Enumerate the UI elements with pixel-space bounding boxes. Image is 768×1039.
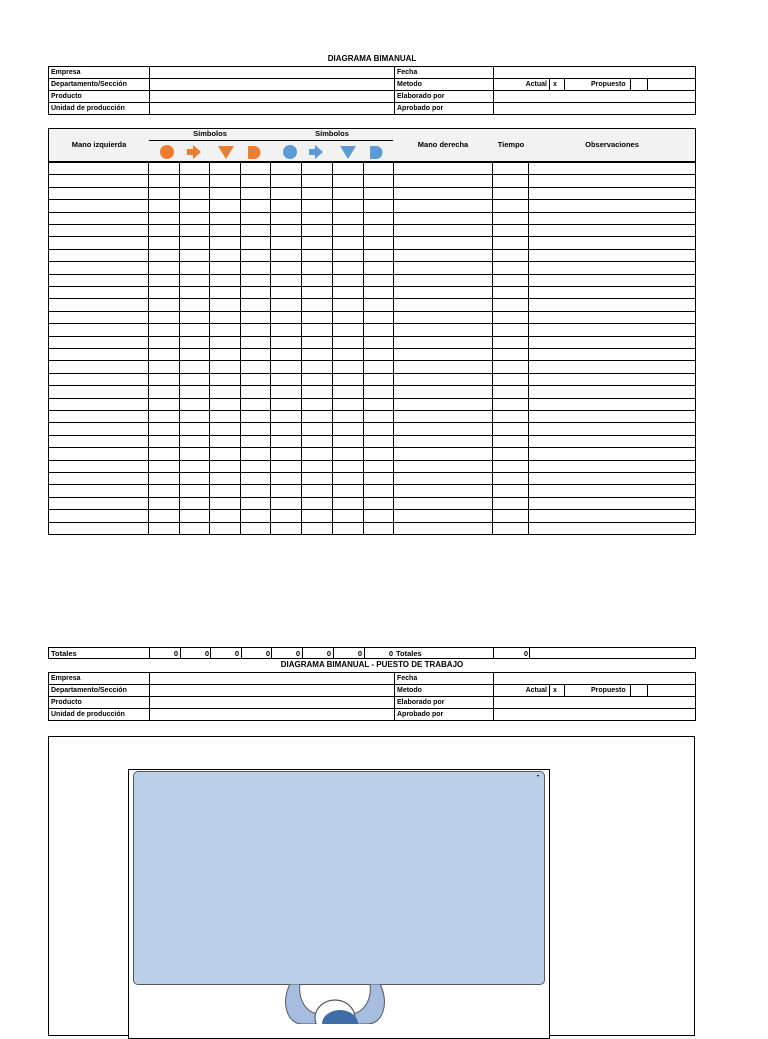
mano-derecha-header: Mano derecha (417, 140, 469, 149)
table-row-line (48, 435, 696, 436)
table-row-line (48, 522, 696, 523)
aprobado-label: Aprobado por (397, 105, 444, 112)
table-row-line (48, 360, 696, 361)
total-right-3: 0 (357, 649, 362, 658)
empresa-label: Empresa (51, 675, 81, 682)
header-row-empresa-2 (48, 673, 696, 685)
totals-label-right: Totales (396, 649, 422, 658)
header-block (48, 66, 696, 115)
table-row-line (48, 199, 696, 200)
table-row-line (48, 385, 696, 386)
transport-arrow-icon (309, 145, 323, 159)
actual-label: Actual (525, 687, 547, 694)
operation-circle-icon (160, 145, 174, 159)
table-row-line (48, 472, 696, 473)
totals-row (48, 647, 696, 659)
storage-triangle-icon (218, 146, 234, 159)
delay-d-icon (370, 146, 383, 159)
transport-arrow-icon (187, 145, 201, 159)
header-block-2 (48, 672, 696, 721)
elaborado-label: Elaborado por (397, 93, 445, 100)
header-row-producto-2 (48, 697, 696, 709)
producto-label: Producto (51, 699, 82, 706)
symbol-icons-row (149, 140, 395, 162)
table-row-line (48, 410, 696, 411)
table-row-line (48, 311, 696, 312)
table-row-line (48, 236, 696, 237)
simbolos-left-header: Símbolos (193, 129, 227, 138)
table-row-line (48, 373, 696, 374)
table-row-line (48, 187, 696, 188)
header-row-departamento-2 (48, 685, 696, 697)
operator-icon (280, 984, 390, 1024)
total-left-1: 0 (173, 649, 178, 658)
table-row-line (48, 174, 696, 175)
table-row-line (48, 224, 696, 225)
unidad-label: Unidad de producción (51, 105, 125, 112)
total-left-2: 0 (204, 649, 209, 658)
tiempo-header: Tiempo (497, 140, 525, 149)
header-row-empresa (48, 67, 696, 79)
table-row-line (48, 509, 696, 510)
table-row-line (48, 336, 696, 337)
unidad-label: Unidad de producción (51, 711, 125, 718)
metodo-label: Metodo (397, 81, 422, 88)
metodo-label: Metodo (397, 687, 422, 694)
actual-mark[interactable]: x (553, 687, 557, 694)
total-left-3: 0 (234, 649, 239, 658)
workbench-top (133, 771, 545, 985)
simbolos-right-header: Símbolos (315, 129, 349, 138)
table-row-line (48, 274, 696, 275)
table-row-line (48, 534, 696, 535)
table-row-line (48, 447, 696, 448)
table-row-line (48, 261, 696, 262)
marker-dot-icon: • (536, 774, 539, 780)
table-row-line (48, 460, 696, 461)
departamento-label: Departamento/Sección (51, 687, 127, 694)
fecha-label: Fecha (397, 69, 418, 76)
operation-circle-icon (283, 145, 297, 159)
table-row-line (48, 348, 696, 349)
tiempo-total: 0 (523, 649, 528, 658)
fecha-label: Fecha (397, 675, 418, 682)
total-right-2: 0 (326, 649, 331, 658)
producto-label: Producto (51, 93, 82, 100)
departamento-label: Departamento/Sección (51, 81, 127, 88)
total-right-1: 0 (295, 649, 300, 658)
header-row-unidad (48, 103, 696, 115)
totals-label-left: Totales (51, 649, 77, 658)
actual-label: Actual (525, 81, 547, 88)
table-row-line (48, 162, 696, 163)
mano-izquierda-header: Mano izquierda (71, 140, 127, 149)
aprobado-label: Aprobado por (397, 711, 444, 718)
table-row-line (48, 286, 696, 287)
propuesto-label: Propuesto (591, 81, 626, 88)
total-left-4: 0 (265, 649, 270, 658)
table-row-line (48, 398, 696, 399)
header-row-producto (48, 91, 696, 103)
propuesto-label: Propuesto (591, 687, 626, 694)
table-row-line (48, 298, 696, 299)
workplace-title: DIAGRAMA BIMANUAL - PUESTO DE TRABAJO (280, 660, 464, 669)
header-row-unidad-2 (48, 709, 696, 721)
header-row-departamento (48, 79, 696, 91)
table-row-line (48, 212, 696, 213)
delay-d-icon (248, 146, 261, 159)
table-row-line (48, 323, 696, 324)
table-row-line (48, 497, 696, 498)
document-title: DIAGRAMA BIMANUAL (327, 54, 417, 63)
empresa-label: Empresa (51, 69, 81, 76)
table-row-line (48, 484, 696, 485)
actual-mark[interactable]: x (553, 81, 557, 88)
storage-triangle-icon (340, 146, 356, 159)
table-row-line (48, 422, 696, 423)
elaborado-label: Elaborado por (397, 699, 445, 706)
total-right-4: 0 (388, 649, 393, 658)
table-row-line (48, 249, 696, 250)
observaciones-header: Observaciones (585, 140, 639, 149)
